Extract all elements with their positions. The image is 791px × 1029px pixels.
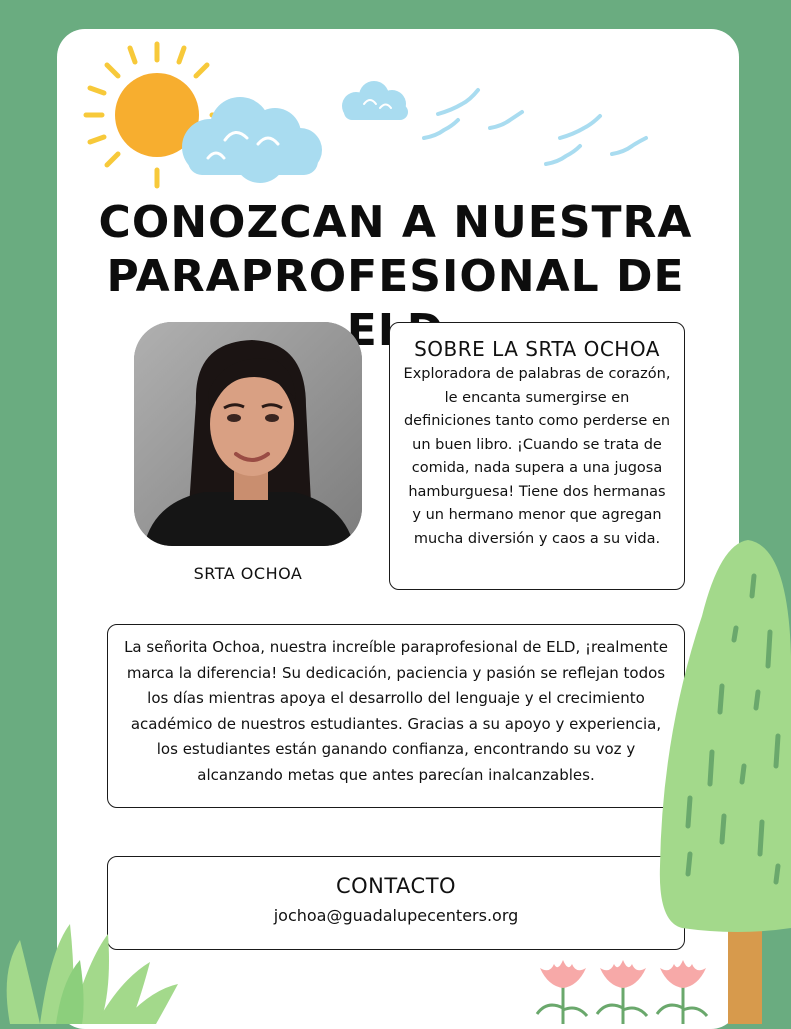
contact-heading: CONTACTO bbox=[335, 874, 457, 898]
photo-caption: SRTA OCHOA bbox=[193, 564, 303, 583]
about-box bbox=[389, 322, 685, 590]
portrait-image bbox=[134, 322, 362, 546]
about-heading: SOBRE LA SRTA OCHOA bbox=[414, 337, 660, 361]
contact-box bbox=[107, 856, 685, 950]
cloud-icon bbox=[170, 92, 330, 187]
title-line-2: PARAPROFESIONAL DE bbox=[106, 251, 685, 302]
flower-icon bbox=[528, 952, 718, 1024]
bird-icon bbox=[420, 86, 670, 176]
description-text: La señorita Ochoa, nuestra increíble paraprofesional de ELD, ¡realmente marca la diferencia! Su dedicación, paciencia y pasión se reflejan todos los días mientras apoya el desarrollo del lenguaje y el crecimiento académico de nuestros estudiantes. Gracias a su apoyo y experiencia, los estudiantes están ganando confianza, encontrando su voz y alcanzando metas que antes parecían inalcanzables. bbox=[124, 638, 668, 784]
description-box bbox=[107, 624, 685, 808]
tree-icon bbox=[658, 536, 791, 1024]
title-line-1: CONOZCAN A NUESTRA bbox=[98, 197, 693, 248]
cloud-icon bbox=[336, 78, 414, 126]
grass-icon bbox=[0, 910, 180, 1024]
contact-email-link[interactable]: jochoa@guadalupecenters.org bbox=[273, 906, 519, 925]
about-text: Exploradora de palabras de corazón, le encanta sumergirse en definiciones tanto como perderse en un buen libro. ¡Cuando se trata de comida, nada supera a una jugosa hamburguesa! Tiene dos hermanas y un hermano menor que agregan mucha diversión y caos a su vida. bbox=[403, 366, 671, 547]
profile-photo bbox=[134, 322, 362, 546]
